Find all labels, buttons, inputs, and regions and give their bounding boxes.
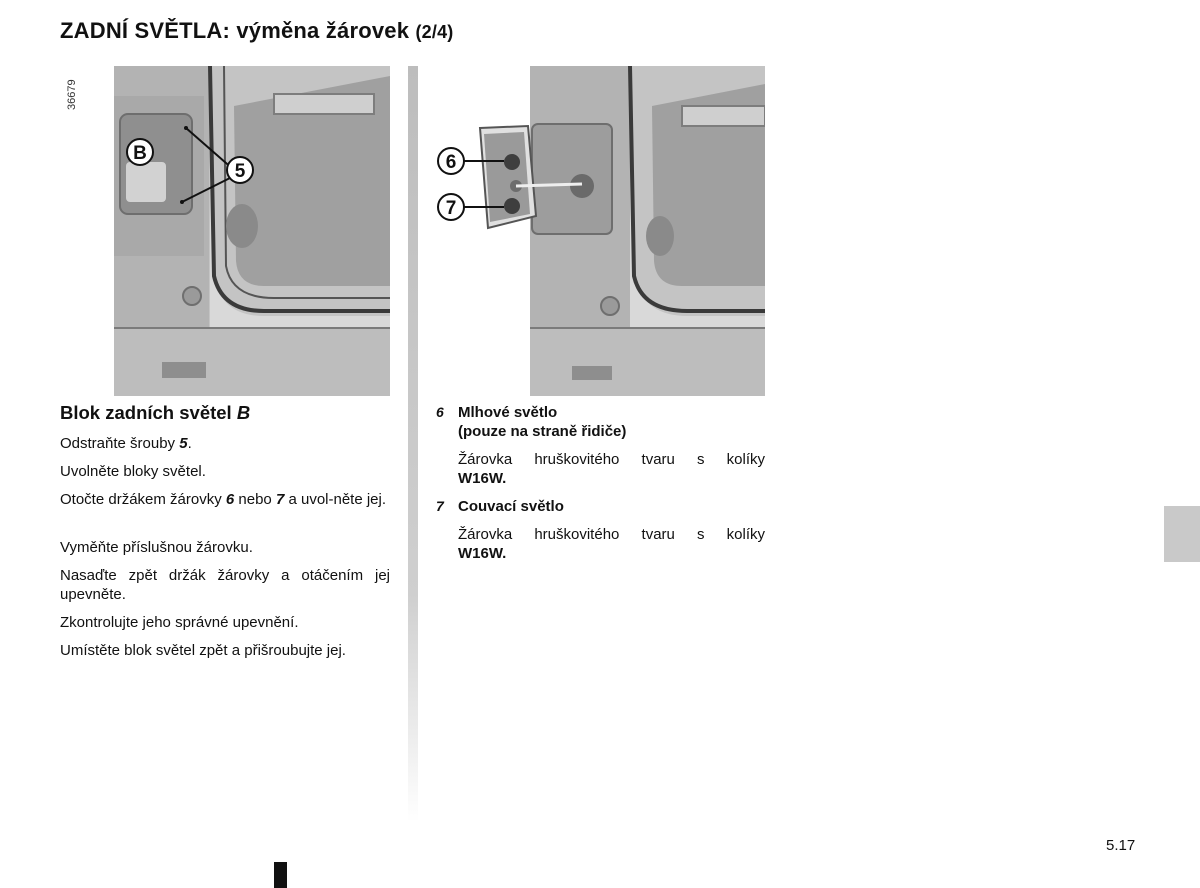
crop-mark — [274, 862, 287, 888]
figure-rear-light-block — [114, 66, 390, 396]
item-title: Couvací světlo — [458, 498, 564, 515]
page-title-part: (2/4) — [415, 22, 454, 42]
svg-text:6: 6 — [445, 152, 457, 173]
step-5: Nasaďte zpět držák žárovky a otáčením jej upevněte. — [60, 567, 390, 603]
item-number: 7 — [436, 498, 444, 514]
page-title-main: ZADNÍ SVĚTLA: výměna žárovek — [60, 18, 410, 43]
callout-7 — [438, 194, 464, 220]
step-6: Zkontrolujte jeho správné upevnění. — [60, 614, 299, 631]
section-heading-ref: B — [236, 402, 251, 423]
callout-5 — [227, 157, 253, 183]
item-desc: Žárovka hruškovitého tvaru s kolíky — [458, 526, 765, 543]
svg-text:B: B — [133, 143, 147, 164]
bulb-type: W16W. — [458, 545, 507, 562]
svg-text:7: 7 — [445, 198, 457, 219]
svg-text:5: 5 — [234, 161, 246, 182]
step-7: Umístěte blok světel zpět a přišroubujte jej. — [60, 642, 346, 659]
step-1: Odstraňte šrouby 5. — [60, 435, 192, 452]
figure-code: 36679 — [66, 79, 78, 110]
step-2: Uvolněte bloky světel. — [60, 463, 206, 480]
page-title — [60, 18, 453, 44]
step-4: Vyměňte příslušnou žárovku. — [60, 539, 253, 556]
section-heading — [60, 402, 250, 424]
section-heading-text: Blok zadních světel — [60, 402, 237, 423]
callout-b — [127, 139, 153, 165]
item-number: 6 — [436, 404, 444, 420]
page-number: 5.17 — [1106, 837, 1136, 854]
callout-6 — [438, 148, 464, 174]
bulb-type: W16W. — [458, 470, 507, 487]
item-desc: Žárovka hruškovitého tvaru s kolíky — [458, 451, 765, 468]
figure-bulb-holders — [432, 66, 765, 396]
item-title: Mlhové světlo — [458, 404, 558, 421]
chapter-tab — [1164, 506, 1200, 562]
item-subtitle: (pouze na straně řidiče) — [458, 423, 627, 440]
column-divider — [408, 66, 418, 822]
screw-ref: 5 — [179, 435, 188, 452]
step-3: Otočte držákem žárovky 6 nebo 7 a uvol-něte jej. — [60, 491, 387, 508]
